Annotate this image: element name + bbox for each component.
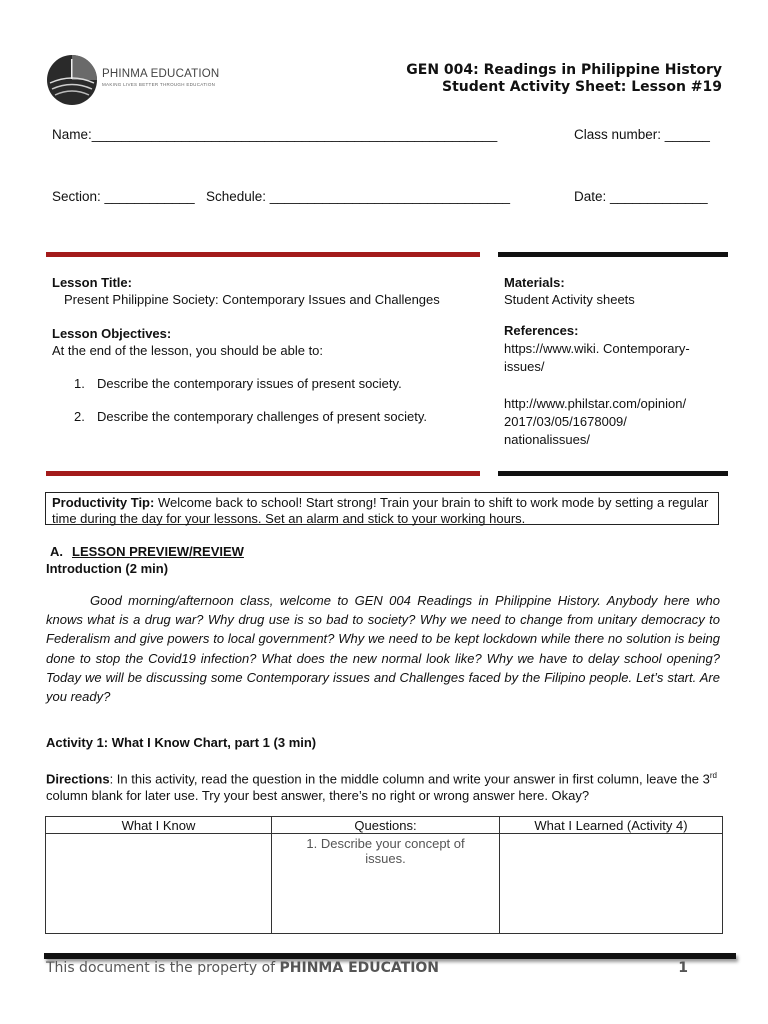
- what-i-know-answer-cell[interactable]: [46, 834, 272, 934]
- class-number-field[interactable]: Class number: ______: [574, 127, 710, 142]
- references-label: References:: [504, 323, 579, 338]
- phinma-logo-icon: [46, 53, 98, 107]
- objectives-intro: At the end of the lesson, you should be able to:: [52, 343, 324, 358]
- lesson-title: Present Philippine Society: Contemporary Issues and Challenges: [64, 292, 440, 307]
- objective-1: Describe the contemporary issues of present society.: [97, 376, 402, 391]
- question-1: 1. Describe your concept of issues.: [306, 836, 465, 866]
- page-number: 1: [678, 960, 688, 976]
- footer-owner: PHINMA EDUCATION: [279, 960, 440, 976]
- logo-tagline: MAKING LIVES BETTER THROUGH EDUCATION: [102, 82, 216, 87]
- course-title: GEN 004: Readings in Philippine History: [406, 62, 722, 78]
- red-divider-bottom: [46, 471, 480, 476]
- black-divider-bottom: [498, 471, 728, 476]
- black-divider-top: [498, 252, 728, 257]
- what-i-know-chart: [45, 816, 723, 934]
- reference-2-line1: http://www.philstar.com/opinion/: [504, 396, 687, 411]
- footer-divider: [44, 953, 736, 959]
- what-i-learned-cell[interactable]: [500, 834, 723, 934]
- lesson-title-label: Lesson Title:: [52, 275, 132, 290]
- red-divider-top: [46, 252, 480, 257]
- introduction-heading: Introduction (2 min): [46, 561, 169, 576]
- section-a-letter: A.: [50, 544, 63, 559]
- activity-1-heading: Activity 1: What I Know Chart, part 1 (3 min): [46, 735, 317, 750]
- directions-text-a: : In this activity, read the question in the middle column and write your answer in first column, leave the 3: [109, 771, 710, 787]
- introduction-text: Good morning/afternoon class, welcome to GEN 004 Readings in Philippine History. Anybody here who knows what is a drug war? Why drug use is so bad to society? Why we need to change from unitary democracy to Federalism and give powers to local government? Why we need to be kept lockdown while there no solution is being done to stop the Covid19 infection? What does the new normal look like? Why we have to delay school opening? Today we will be discussing some Contemporary issues and Challenges faced by the Filipino people. Let’s start. Are you ready?: [46, 593, 720, 705]
- footer-text: [46, 960, 439, 976]
- reference-1-line1: https://www.wiki. Contemporary-: [504, 341, 690, 356]
- section-a-heading: LESSON PREVIEW/REVIEW: [72, 544, 244, 559]
- materials: Student Activity sheets: [504, 292, 635, 307]
- lesson-objectives-label: Lesson Objectives:: [52, 326, 172, 341]
- date-field[interactable]: Date: _____________: [574, 189, 708, 204]
- header-what-i-learned: What I Learned (Activity 4): [500, 817, 723, 834]
- directions-sup: rd: [709, 771, 717, 780]
- reference-1-line2: issues/: [504, 359, 545, 374]
- productivity-tip-box: [45, 492, 719, 525]
- schedule-field[interactable]: Schedule: ________________________________: [206, 189, 511, 204]
- activity-1-directions: [46, 767, 726, 804]
- directions-text-b: column blank for later use. Try your best answer, there’s no right or wrong answer here. Okay?: [46, 788, 590, 804]
- section-field[interactable]: Section: ____________: [52, 189, 195, 204]
- phinma-logo: [46, 53, 236, 107]
- objective-1-num: 1.: [74, 376, 85, 391]
- header-what-i-know: What I Know: [46, 817, 272, 834]
- footer-prefix: This document is the property of: [46, 960, 280, 976]
- productivity-tip-label: Productivity Tip:: [52, 495, 155, 510]
- sheet-title: Student Activity Sheet: Lesson #19: [442, 79, 722, 95]
- reference-2-line3: nationalissues/: [504, 432, 590, 447]
- header-questions: Questions:: [272, 817, 500, 834]
- name-field[interactable]: Name:______________________________________________________: [52, 127, 498, 142]
- productivity-tip-text: Welcome back to school! Start strong! Train your brain to shift to work mode by setting a regular time during the day for your lessons. Set an alarm and stick to your working hours.: [52, 495, 709, 526]
- objective-2-num: 2.: [74, 409, 85, 424]
- objective-2: Describe the contemporary challenges of present society.: [97, 409, 427, 424]
- materials-label: Materials:: [504, 275, 565, 290]
- chart-header-row: [46, 817, 723, 834]
- logo-name: PHINMA EDUCATION: [102, 68, 220, 80]
- directions-label: Directions: [46, 771, 110, 787]
- question-1-cell: [272, 834, 500, 934]
- chart-row-1: [46, 834, 723, 934]
- reference-2-line2: 2017/03/05/1678009/: [504, 414, 627, 429]
